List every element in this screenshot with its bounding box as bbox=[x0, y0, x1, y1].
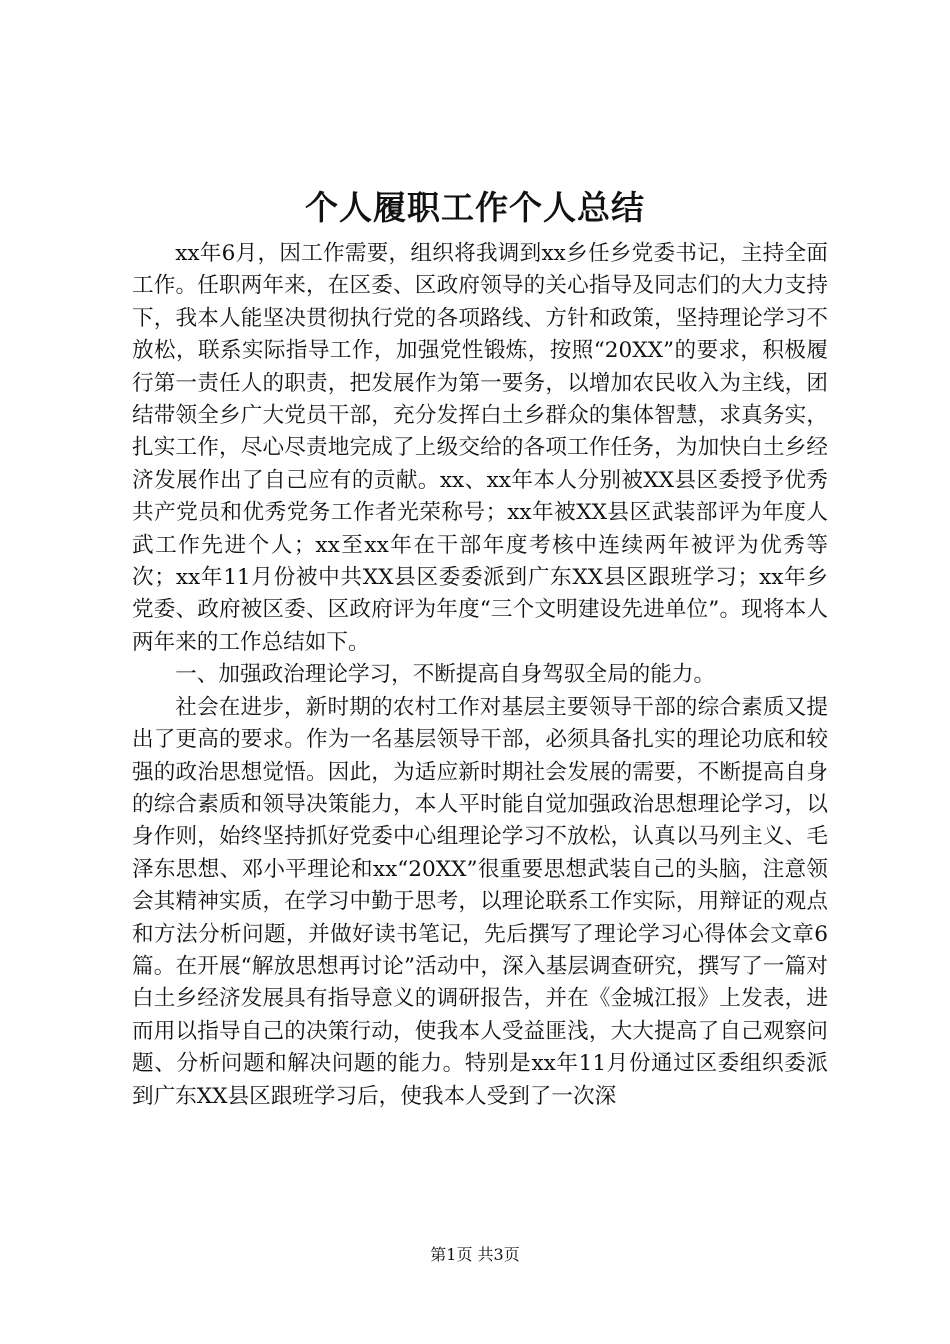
section-heading-1: 一、加强政治理论学习，不断提高自身驾驭全局的能力。 bbox=[175, 662, 716, 688]
document-title: 个人履职工作个人总结 bbox=[305, 188, 645, 227]
paragraph-section-1: 社会在进步，新时期的农村工作对基层主要领导干部的综合素质又提出了更高的要求。作为一名基层领导干部，必须具备扎实的理论功底和较强的政治思想觉悟。因此，为适应新时期社会发展的需要，不断提高自身的综合素质和领导决策能力，本人平时能自觉加强政治思想理论学习，以身作则，始终坚持抓好党委中心组理论学习不放松，认真以马列主义、毛泽东思想、邓小平理论和xx“20XX”很重要思想武装自己的头脑，注意领会其精神实质，在学习中勤于思考，以理论联系工作实际，用辩证的观点和方法分析问题，并做好读书笔记，先后撰写了理论学习心得体会文章6篇。在开展“解放思想再讨论”活动中，深入基层调查研究，撰写了一篇对白土乡经济发展具有指导意义的调研报告，并在《金城江报》上发表，进而用以指导自己的决策行动，使我本人受益匪浅，大大提高了自己观察问题、分析问题和解决问题的能力。特别是xx年11月份通过区委组织委派到广东XX县区跟班学习后，使我本人受到了一次深 bbox=[132, 694, 828, 1109]
document-body bbox=[132, 238, 828, 1113]
page-footer: 第1页 共3页 bbox=[430, 1245, 520, 1264]
paragraph-intro: xx年6月，因工作需要，组织将我调到xx乡任乡党委书记，主持全面工作。任职两年来，在区委、区政府领导的关心指导及同志们的大力支持下，我本人能坚决贯彻执行党的各项路线、方针和政策，坚持理论学习不放松，联系实际指导工作，加强党性锻炼，按照“20XX”的要求，积极履行第一责任人的职责，把发展作为第一要务，以增加农民收入为主线，团结带领全乡广大党员干部，充分发挥白土乡群众的集体智慧，求真务实，扎实工作，尽心尽责地完成了上级交给的各项工作任务，为加快白土乡经济发展作出了自己应有的贡献。xx、xx年本人分别被XX县区委授予优秀共产党员和优秀党务工作者光荣称号；xx年被XX县区武装部评为年度人武工作先进个人；xx至xx年在干部年度考核中连续两年被评为优秀等次；xx年11月份被中共XX县区委委派到广东XX县区跟班学习；xx年乡党委、政府被区委、区政府评为年度“三个文明建设先进单位”。现将本人两年来的工作总结如下。 bbox=[132, 241, 828, 655]
